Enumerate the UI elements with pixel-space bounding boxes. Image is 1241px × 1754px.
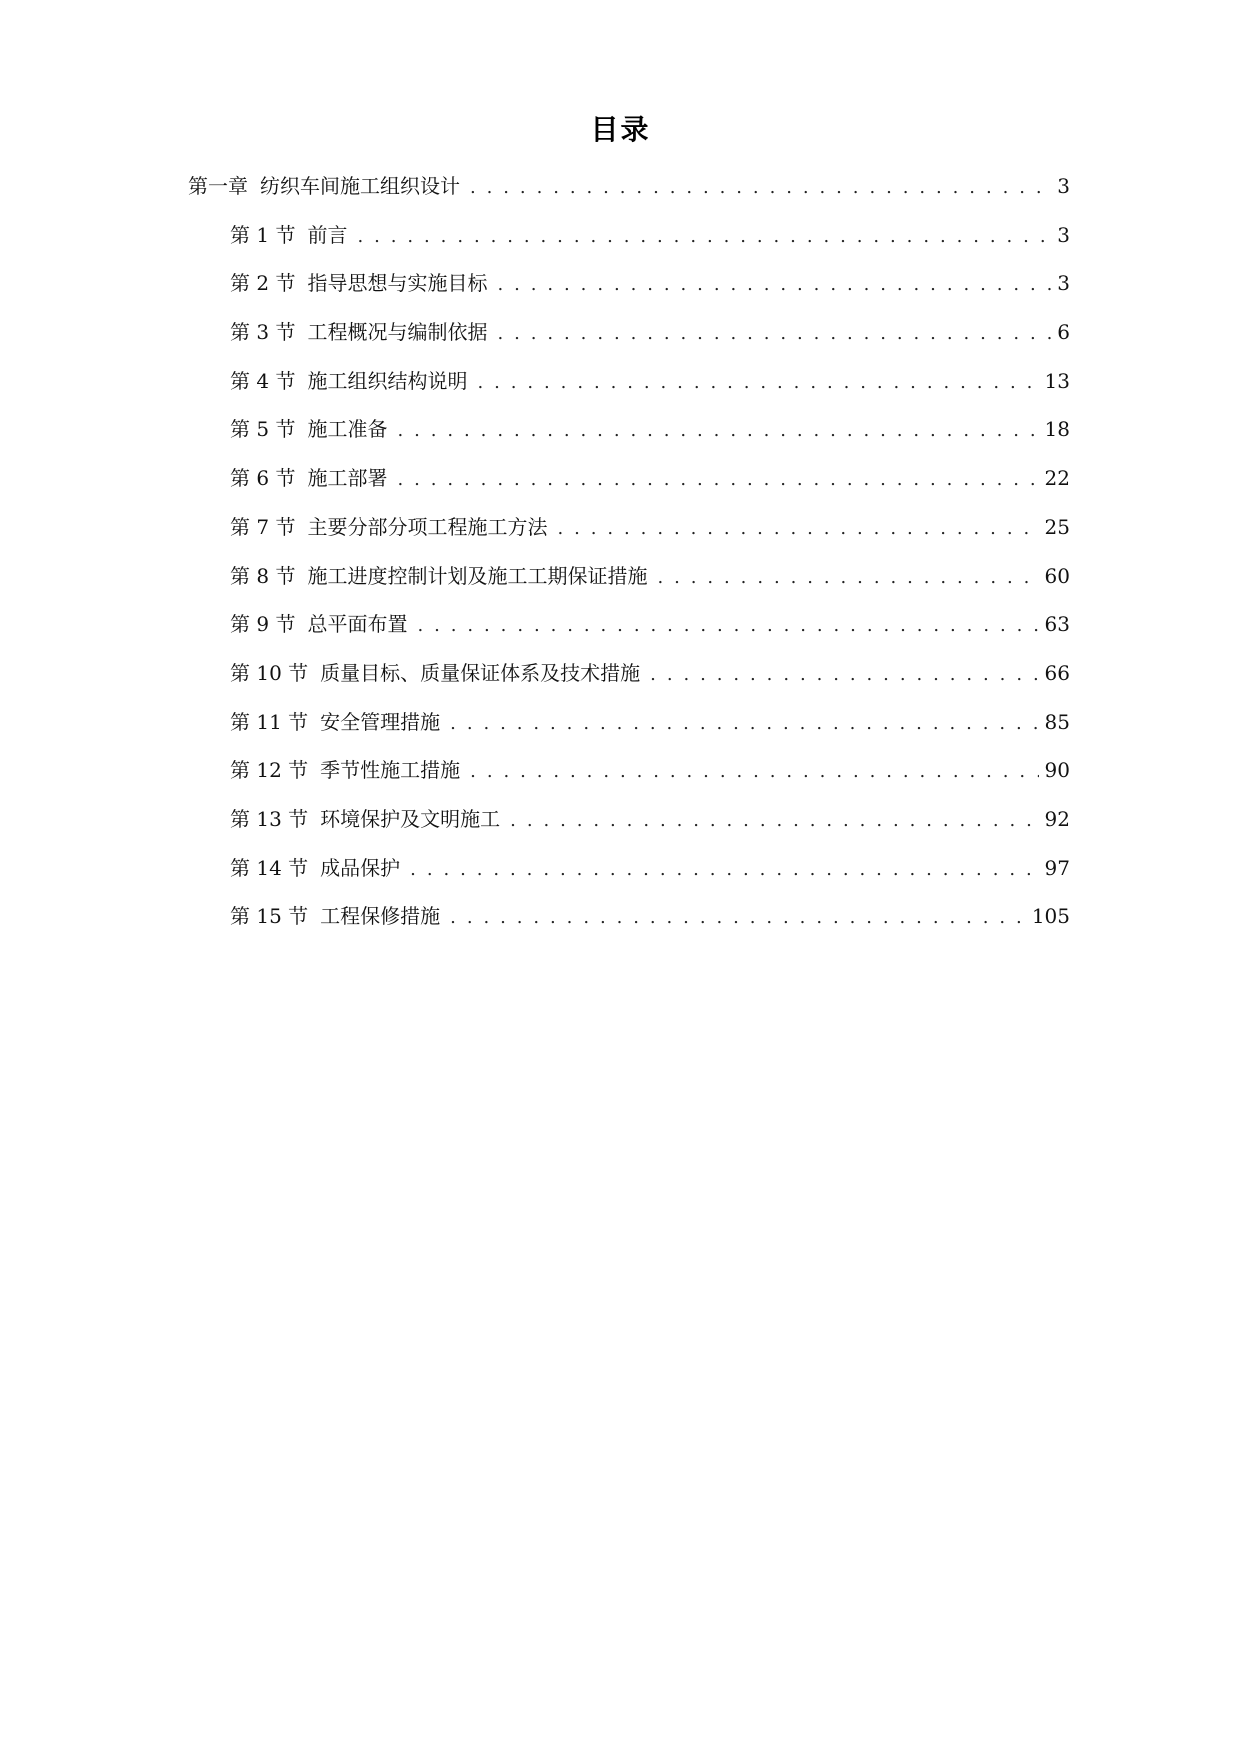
toc-dot-leader xyxy=(470,177,1051,198)
toc-page-number: 6 xyxy=(1057,320,1070,345)
toc-entry-section[interactable] xyxy=(188,219,1070,268)
toc-dot-leader xyxy=(557,518,1038,539)
toc-dot-leader xyxy=(657,567,1038,588)
toc-entry-text: 成品保护 xyxy=(320,855,401,880)
toc-entry-label xyxy=(188,170,460,199)
toc-dot-leader xyxy=(650,664,1038,685)
toc-page-number: 18 xyxy=(1044,417,1070,442)
toc-page-number: 92 xyxy=(1044,806,1070,831)
toc-page-number: 63 xyxy=(1044,612,1070,637)
toc-entry-number: 第 14 节 xyxy=(230,855,309,880)
toc-page-number: 90 xyxy=(1044,758,1070,783)
toc-dot-leader xyxy=(450,907,1026,928)
toc-dot-leader xyxy=(470,761,1038,782)
toc-dot-leader xyxy=(497,323,1051,344)
toc-entry-label xyxy=(230,608,407,637)
toc-entry-number: 第 2 节 xyxy=(230,271,296,296)
toc-entry-number: 第 4 节 xyxy=(230,368,296,393)
toc-entry-section[interactable] xyxy=(188,608,1070,657)
toc-entry-number: 第 8 节 xyxy=(230,563,296,588)
toc-dot-leader xyxy=(410,859,1038,880)
toc-entry-number: 第 11 节 xyxy=(230,709,309,734)
toc-entry-label xyxy=(230,462,387,491)
toc-entry-number: 第 6 节 xyxy=(230,466,296,491)
toc-entry-section[interactable] xyxy=(188,852,1070,901)
toc-entry-text: 环境保护及文明施工 xyxy=(320,806,501,831)
toc-entry-text: 施工部署 xyxy=(307,466,388,491)
toc-page-number: 13 xyxy=(1044,368,1070,393)
toc-page-number: 3 xyxy=(1057,222,1070,247)
toc-entry-section[interactable] xyxy=(188,657,1070,706)
toc-entry-section[interactable] xyxy=(188,316,1070,365)
toc-entry-label xyxy=(230,754,460,783)
toc-entry-number: 第 15 节 xyxy=(230,904,309,929)
toc-dot-leader xyxy=(477,372,1038,393)
toc-entry-label xyxy=(230,316,487,345)
toc-page-number: 97 xyxy=(1044,855,1070,880)
toc-entry-text: 工程保修措施 xyxy=(320,904,441,929)
toc-dot-leader xyxy=(497,274,1051,295)
toc-entry-number: 第 10 节 xyxy=(230,660,309,685)
toc-list xyxy=(188,170,1070,949)
toc-entry-label xyxy=(230,267,487,296)
toc-page-number: 3 xyxy=(1057,174,1070,198)
toc-dot-leader xyxy=(450,713,1038,734)
toc-entry-number: 第 12 节 xyxy=(230,758,309,783)
toc-entry-text: 施工组织结构说明 xyxy=(307,368,468,393)
toc-entry-section[interactable] xyxy=(188,462,1070,511)
toc-entry-label xyxy=(230,657,640,686)
toc-page-number: 60 xyxy=(1044,563,1070,588)
toc-entry-text: 施工进度控制计划及施工工期保证措施 xyxy=(307,563,648,588)
toc-entry-section[interactable] xyxy=(188,365,1070,414)
toc-entry-text: 纺织车间施工组织设计 xyxy=(260,174,460,198)
toc-entry-label xyxy=(230,219,347,248)
toc-entry-label xyxy=(230,900,440,929)
toc-entry-label xyxy=(230,365,467,394)
toc-entry-text: 质量目标、质量保证体系及技术措施 xyxy=(320,660,641,685)
toc-entry-number: 第 9 节 xyxy=(230,612,296,637)
toc-entry-number: 第 5 节 xyxy=(230,417,296,442)
toc-page-number: 25 xyxy=(1044,514,1070,539)
toc-entry-label xyxy=(230,803,500,832)
toc-entry-text: 季节性施工措施 xyxy=(320,758,461,783)
toc-entry-section[interactable] xyxy=(188,706,1070,755)
toc-page-number: 85 xyxy=(1044,709,1070,734)
toc-entry-number: 第 7 节 xyxy=(230,514,296,539)
toc-entry-number: 第 13 节 xyxy=(230,806,309,831)
toc-entry-text: 前言 xyxy=(307,222,348,247)
toc-entry-text: 总平面布置 xyxy=(307,612,408,637)
toc-entry-label xyxy=(230,852,400,881)
toc-entry-number: 第 3 节 xyxy=(230,320,296,345)
toc-page-number: 22 xyxy=(1044,466,1070,491)
toc-entry-label xyxy=(230,706,440,735)
toc-dot-leader xyxy=(397,420,1038,441)
toc-entry-section[interactable] xyxy=(188,267,1070,316)
toc-title: 目录 xyxy=(590,113,651,146)
toc-entry-section[interactable] xyxy=(188,413,1070,462)
toc-entry-text: 施工准备 xyxy=(307,417,388,442)
toc-dot-leader xyxy=(397,469,1038,490)
toc-dot-leader xyxy=(357,226,1051,247)
toc-entry-label xyxy=(230,560,647,589)
toc-entry-section[interactable] xyxy=(188,900,1070,949)
toc-entry-text: 主要分部分项工程施工方法 xyxy=(307,514,548,539)
toc-entry-number: 第一章 xyxy=(188,174,248,198)
toc-entry-text: 安全管理措施 xyxy=(320,709,441,734)
toc-entry-text: 指导思想与实施目标 xyxy=(307,271,488,296)
toc-dot-leader xyxy=(417,615,1038,636)
toc-entry-number: 第 1 节 xyxy=(230,222,296,247)
toc-entry-text: 工程概况与编制依据 xyxy=(307,320,488,345)
toc-page-number: 3 xyxy=(1057,271,1070,296)
toc-entry-label xyxy=(230,511,547,540)
toc-entry-section[interactable] xyxy=(188,511,1070,560)
toc-entry-section[interactable] xyxy=(188,754,1070,803)
toc-dot-leader xyxy=(510,810,1038,831)
toc-entry-section[interactable] xyxy=(188,803,1070,852)
toc-page-number: 66 xyxy=(1044,660,1070,685)
toc-entry-label xyxy=(230,413,387,442)
toc-entry-chapter[interactable] xyxy=(188,170,1070,219)
toc-page-number: 105 xyxy=(1031,904,1070,929)
toc-entry-section[interactable] xyxy=(188,560,1070,609)
